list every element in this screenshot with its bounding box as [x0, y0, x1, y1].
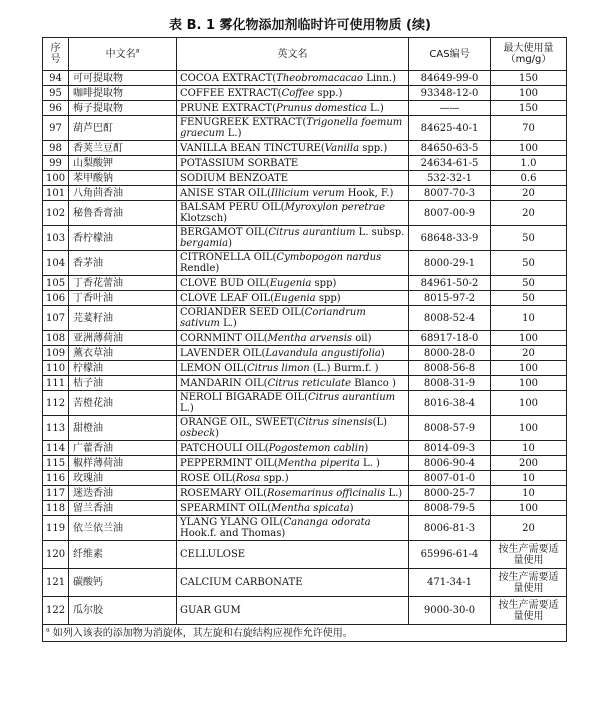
table-row	[43, 501, 567, 516]
chinese-name: 苯甲酸钠	[69, 171, 177, 186]
max-usage: 20	[491, 346, 567, 361]
header-cn-sup: a	[135, 47, 140, 55]
english-name: VANILLA BEAN TINCTURE(Vanilla spp.)	[177, 141, 409, 156]
header-no: 序号	[43, 38, 69, 71]
english-name: PRUNE EXTRACT(Prunus domestica L.)	[177, 101, 409, 116]
english-name: POTASSIUM SORBATE	[177, 156, 409, 171]
row-number: 101	[43, 186, 69, 201]
table-row	[43, 361, 567, 376]
cas-number: 8006-81-3	[409, 516, 491, 541]
cas-number: ——	[409, 101, 491, 116]
english-name: CORNMINT OIL(Mentha arvensis oil)	[177, 331, 409, 346]
table-row	[43, 569, 567, 597]
chinese-name: 八角茴香油	[69, 186, 177, 201]
row-number: 114	[43, 441, 69, 456]
row-number: 113	[43, 416, 69, 441]
max-usage: 10	[491, 471, 567, 486]
english-name: FENUGREEK EXTRACT(Trigonella foemum graecum L.)	[177, 116, 409, 141]
max-usage: 150	[491, 71, 567, 86]
english-name: CORIANDER SEED OIL(Coriandrum sativum L.)	[177, 306, 409, 331]
row-number: 117	[43, 486, 69, 501]
row-number: 102	[43, 201, 69, 226]
chinese-name: 椒样薄荷油	[69, 456, 177, 471]
cas-number: 93348-12-0	[409, 86, 491, 101]
row-number: 105	[43, 276, 69, 291]
english-name: SODIUM BENZOATE	[177, 171, 409, 186]
cas-number: 84649-99-0	[409, 71, 491, 86]
row-number: 109	[43, 346, 69, 361]
max-usage: 20	[491, 186, 567, 201]
table-row	[43, 171, 567, 186]
chinese-name: 桔子油	[69, 376, 177, 391]
chinese-name: 亚洲薄荷油	[69, 331, 177, 346]
chinese-name: 广藿香油	[69, 441, 177, 456]
max-usage: 10	[491, 441, 567, 456]
max-usage: 100	[491, 331, 567, 346]
cas-number: 8006-90-4	[409, 456, 491, 471]
row-number: 96	[43, 101, 69, 116]
max-usage: 按生产需要适量使用	[491, 541, 567, 569]
cas-number: 8008-79-5	[409, 501, 491, 516]
english-name: LAVENDER OIL(Lavandula angustifolia)	[177, 346, 409, 361]
table-row	[43, 226, 567, 251]
table-row	[43, 391, 567, 416]
max-usage: 0.6	[491, 171, 567, 186]
table-row	[43, 486, 567, 501]
table-row	[43, 441, 567, 456]
chinese-name: 梅子提取物	[69, 101, 177, 116]
table-row	[43, 251, 567, 276]
chinese-name: 甜橙油	[69, 416, 177, 441]
row-number: 97	[43, 116, 69, 141]
row-number: 103	[43, 226, 69, 251]
table-row	[43, 86, 567, 101]
row-number: 107	[43, 306, 69, 331]
table-row	[43, 156, 567, 171]
header-en: 英文名	[177, 38, 409, 71]
cas-number: 8008-56-8	[409, 361, 491, 376]
english-name: ANISE STAR OIL(Illicium verum Hook, F.)	[177, 186, 409, 201]
english-name: MANDARIN OIL(Citrus reticulate Blanco )	[177, 376, 409, 391]
chinese-name: 香茅油	[69, 251, 177, 276]
row-number: 111	[43, 376, 69, 391]
cas-number: 84625-40-1	[409, 116, 491, 141]
english-name: ROSE OIL(Rosa spp.)	[177, 471, 409, 486]
table-row	[43, 306, 567, 331]
cas-number: 9000-30-0	[409, 597, 491, 625]
chinese-name: 芫荽籽油	[69, 306, 177, 331]
max-usage: 100	[491, 501, 567, 516]
table-row	[43, 186, 567, 201]
row-number: 112	[43, 391, 69, 416]
max-usage: 100	[491, 391, 567, 416]
max-usage: 50	[491, 291, 567, 306]
chinese-name: 柠檬油	[69, 361, 177, 376]
max-usage: 200	[491, 456, 567, 471]
max-usage: 100	[491, 361, 567, 376]
english-name: PATCHOULI OIL(Pogostemon cablin)	[177, 441, 409, 456]
max-usage: 50	[491, 226, 567, 251]
table-row	[43, 116, 567, 141]
max-usage: 20	[491, 201, 567, 226]
english-name: CLOVE LEAF OIL(Eugenia spp)	[177, 291, 409, 306]
max-usage: 50	[491, 276, 567, 291]
chinese-name: 留兰香油	[69, 501, 177, 516]
english-name: CELLULOSE	[177, 541, 409, 569]
cas-number: 8000-25-7	[409, 486, 491, 501]
english-name: GUAR GUM	[177, 597, 409, 625]
english-name: ORANGE OIL, SWEET(Citrus sinensis(L) osbeck)	[177, 416, 409, 441]
chinese-name: 依兰依兰油	[69, 516, 177, 541]
chinese-name: 香荚兰豆酊	[69, 141, 177, 156]
cas-number: 8008-52-4	[409, 306, 491, 331]
row-number: 108	[43, 331, 69, 346]
header-max: 最大使用量 （mg/g）	[491, 38, 567, 71]
cas-number: 471-34-1	[409, 569, 491, 597]
table-row	[43, 201, 567, 226]
cas-number: 8008-31-9	[409, 376, 491, 391]
cas-number: 84650-63-5	[409, 141, 491, 156]
chinese-name: 碳酸钙	[69, 569, 177, 597]
row-number: 119	[43, 516, 69, 541]
table-row	[43, 516, 567, 541]
english-name: BALSAM PERU OIL(Myroxylon peretrae Klotzsch)	[177, 201, 409, 226]
max-usage: 70	[491, 116, 567, 141]
cas-number: 8008-57-9	[409, 416, 491, 441]
chinese-name: 玫瑰油	[69, 471, 177, 486]
row-number: 122	[43, 597, 69, 625]
chinese-name: 秘鲁香膏油	[69, 201, 177, 226]
english-name: COCOA EXTRACT(Theobromacacao Linn.)	[177, 71, 409, 86]
table-title: 表 B. 1 雾化物添加剂临时许可使用物质 (续)	[169, 18, 431, 33]
cas-number: 8000-28-0	[409, 346, 491, 361]
header-cn: 中文名$^a$	[69, 38, 177, 71]
english-name: ROSEMARY OIL(Rosemarinus officinalis L.)	[177, 486, 409, 501]
chinese-name: 丁香花蕾油	[69, 276, 177, 291]
cas-number: 65996-61-4	[409, 541, 491, 569]
additive-table	[42, 37, 567, 642]
cas-number: 68648-33-9	[409, 226, 491, 251]
row-number: 94	[43, 71, 69, 86]
row-number: 121	[43, 569, 69, 597]
cas-number: 8015-97-2	[409, 291, 491, 306]
row-number: 118	[43, 501, 69, 516]
english-name: CITRONELLA OIL(Cymbopogon nardus Rendle)	[177, 251, 409, 276]
english-name: YLANG YLANG OIL(Cananga odorata Hook.f. and Thomas)	[177, 516, 409, 541]
table-row	[43, 597, 567, 625]
max-usage: 按生产需要适量使用	[491, 569, 567, 597]
table-row	[43, 416, 567, 441]
max-usage: 100	[491, 376, 567, 391]
row-number: 104	[43, 251, 69, 276]
row-number: 106	[43, 291, 69, 306]
english-name: NEROLI BIGARADE OIL(Citrus aurantium L.)	[177, 391, 409, 416]
table-row	[43, 456, 567, 471]
table-row	[43, 276, 567, 291]
max-usage: 10	[491, 306, 567, 331]
chinese-name: 可可提取物	[69, 71, 177, 86]
max-usage: 100	[491, 86, 567, 101]
table-row	[43, 291, 567, 306]
english-name: SPEARMINT OIL(Mentha spicata)	[177, 501, 409, 516]
footnote: $^a$ 如列入该表的添加物为消旋体，其左旋和右旋结构应视作允许使用。	[43, 625, 567, 642]
chinese-name: 丁香叶油	[69, 291, 177, 306]
english-name: CALCIUM CARBONATE	[177, 569, 409, 597]
row-number: 120	[43, 541, 69, 569]
cas-number: 8014-09-3	[409, 441, 491, 456]
cas-number: 8016-38-4	[409, 391, 491, 416]
max-usage: 按生产需要适量使用	[491, 597, 567, 625]
max-usage: 100	[491, 141, 567, 156]
table-row	[43, 471, 567, 486]
chinese-name: 苦橙花油	[69, 391, 177, 416]
max-usage: 100	[491, 416, 567, 441]
max-usage: 50	[491, 251, 567, 276]
max-usage: 1.0	[491, 156, 567, 171]
chinese-name: 纤维素	[69, 541, 177, 569]
cas-number: 8000-29-1	[409, 251, 491, 276]
chinese-name: 山梨酸钾	[69, 156, 177, 171]
english-name: LEMON OIL(Citrus limon (L.) Burm.f. )	[177, 361, 409, 376]
english-name: COFFEE EXTRACT(Coffee spp.)	[177, 86, 409, 101]
table-row	[43, 346, 567, 361]
max-usage: 10	[491, 486, 567, 501]
footnote-row	[43, 625, 567, 642]
table-row	[43, 141, 567, 156]
cas-number: 68917-18-0	[409, 331, 491, 346]
cas-number: 532-32-1	[409, 171, 491, 186]
row-number: 110	[43, 361, 69, 376]
english-name: CLOVE BUD OIL(Eugenia spp)	[177, 276, 409, 291]
table-row	[43, 376, 567, 391]
row-number: 100	[43, 171, 69, 186]
english-name: BERGAMOT OIL(Citrus aurantium L. subsp. bergamia)	[177, 226, 409, 251]
max-usage: 20	[491, 516, 567, 541]
chinese-name: 薰衣草油	[69, 346, 177, 361]
row-number: 95	[43, 86, 69, 101]
header-cas: CAS编号	[409, 38, 491, 71]
row-number: 116	[43, 471, 69, 486]
row-number: 98	[43, 141, 69, 156]
cas-number: 8007-01-0	[409, 471, 491, 486]
table-row	[43, 331, 567, 346]
cas-number: 84961-50-2	[409, 276, 491, 291]
english-name: PEPPERMINT OIL(Mentha piperita L. )	[177, 456, 409, 471]
chinese-name: 香柠檬油	[69, 226, 177, 251]
chinese-name: 瓜尔胶	[69, 597, 177, 625]
table-row	[43, 71, 567, 86]
row-number: 115	[43, 456, 69, 471]
chinese-name: 葫芦巴酊	[69, 116, 177, 141]
table-row	[43, 101, 567, 116]
cas-number: 8007-70-3	[409, 186, 491, 201]
table-header-row	[43, 38, 567, 71]
cas-number: 24634-61-5	[409, 156, 491, 171]
chinese-name: 咖啡提取物	[69, 86, 177, 101]
cas-number: 8007-00-9	[409, 201, 491, 226]
max-usage: 150	[491, 101, 567, 116]
table-row	[43, 541, 567, 569]
row-number: 99	[43, 156, 69, 171]
chinese-name: 迷迭香油	[69, 486, 177, 501]
